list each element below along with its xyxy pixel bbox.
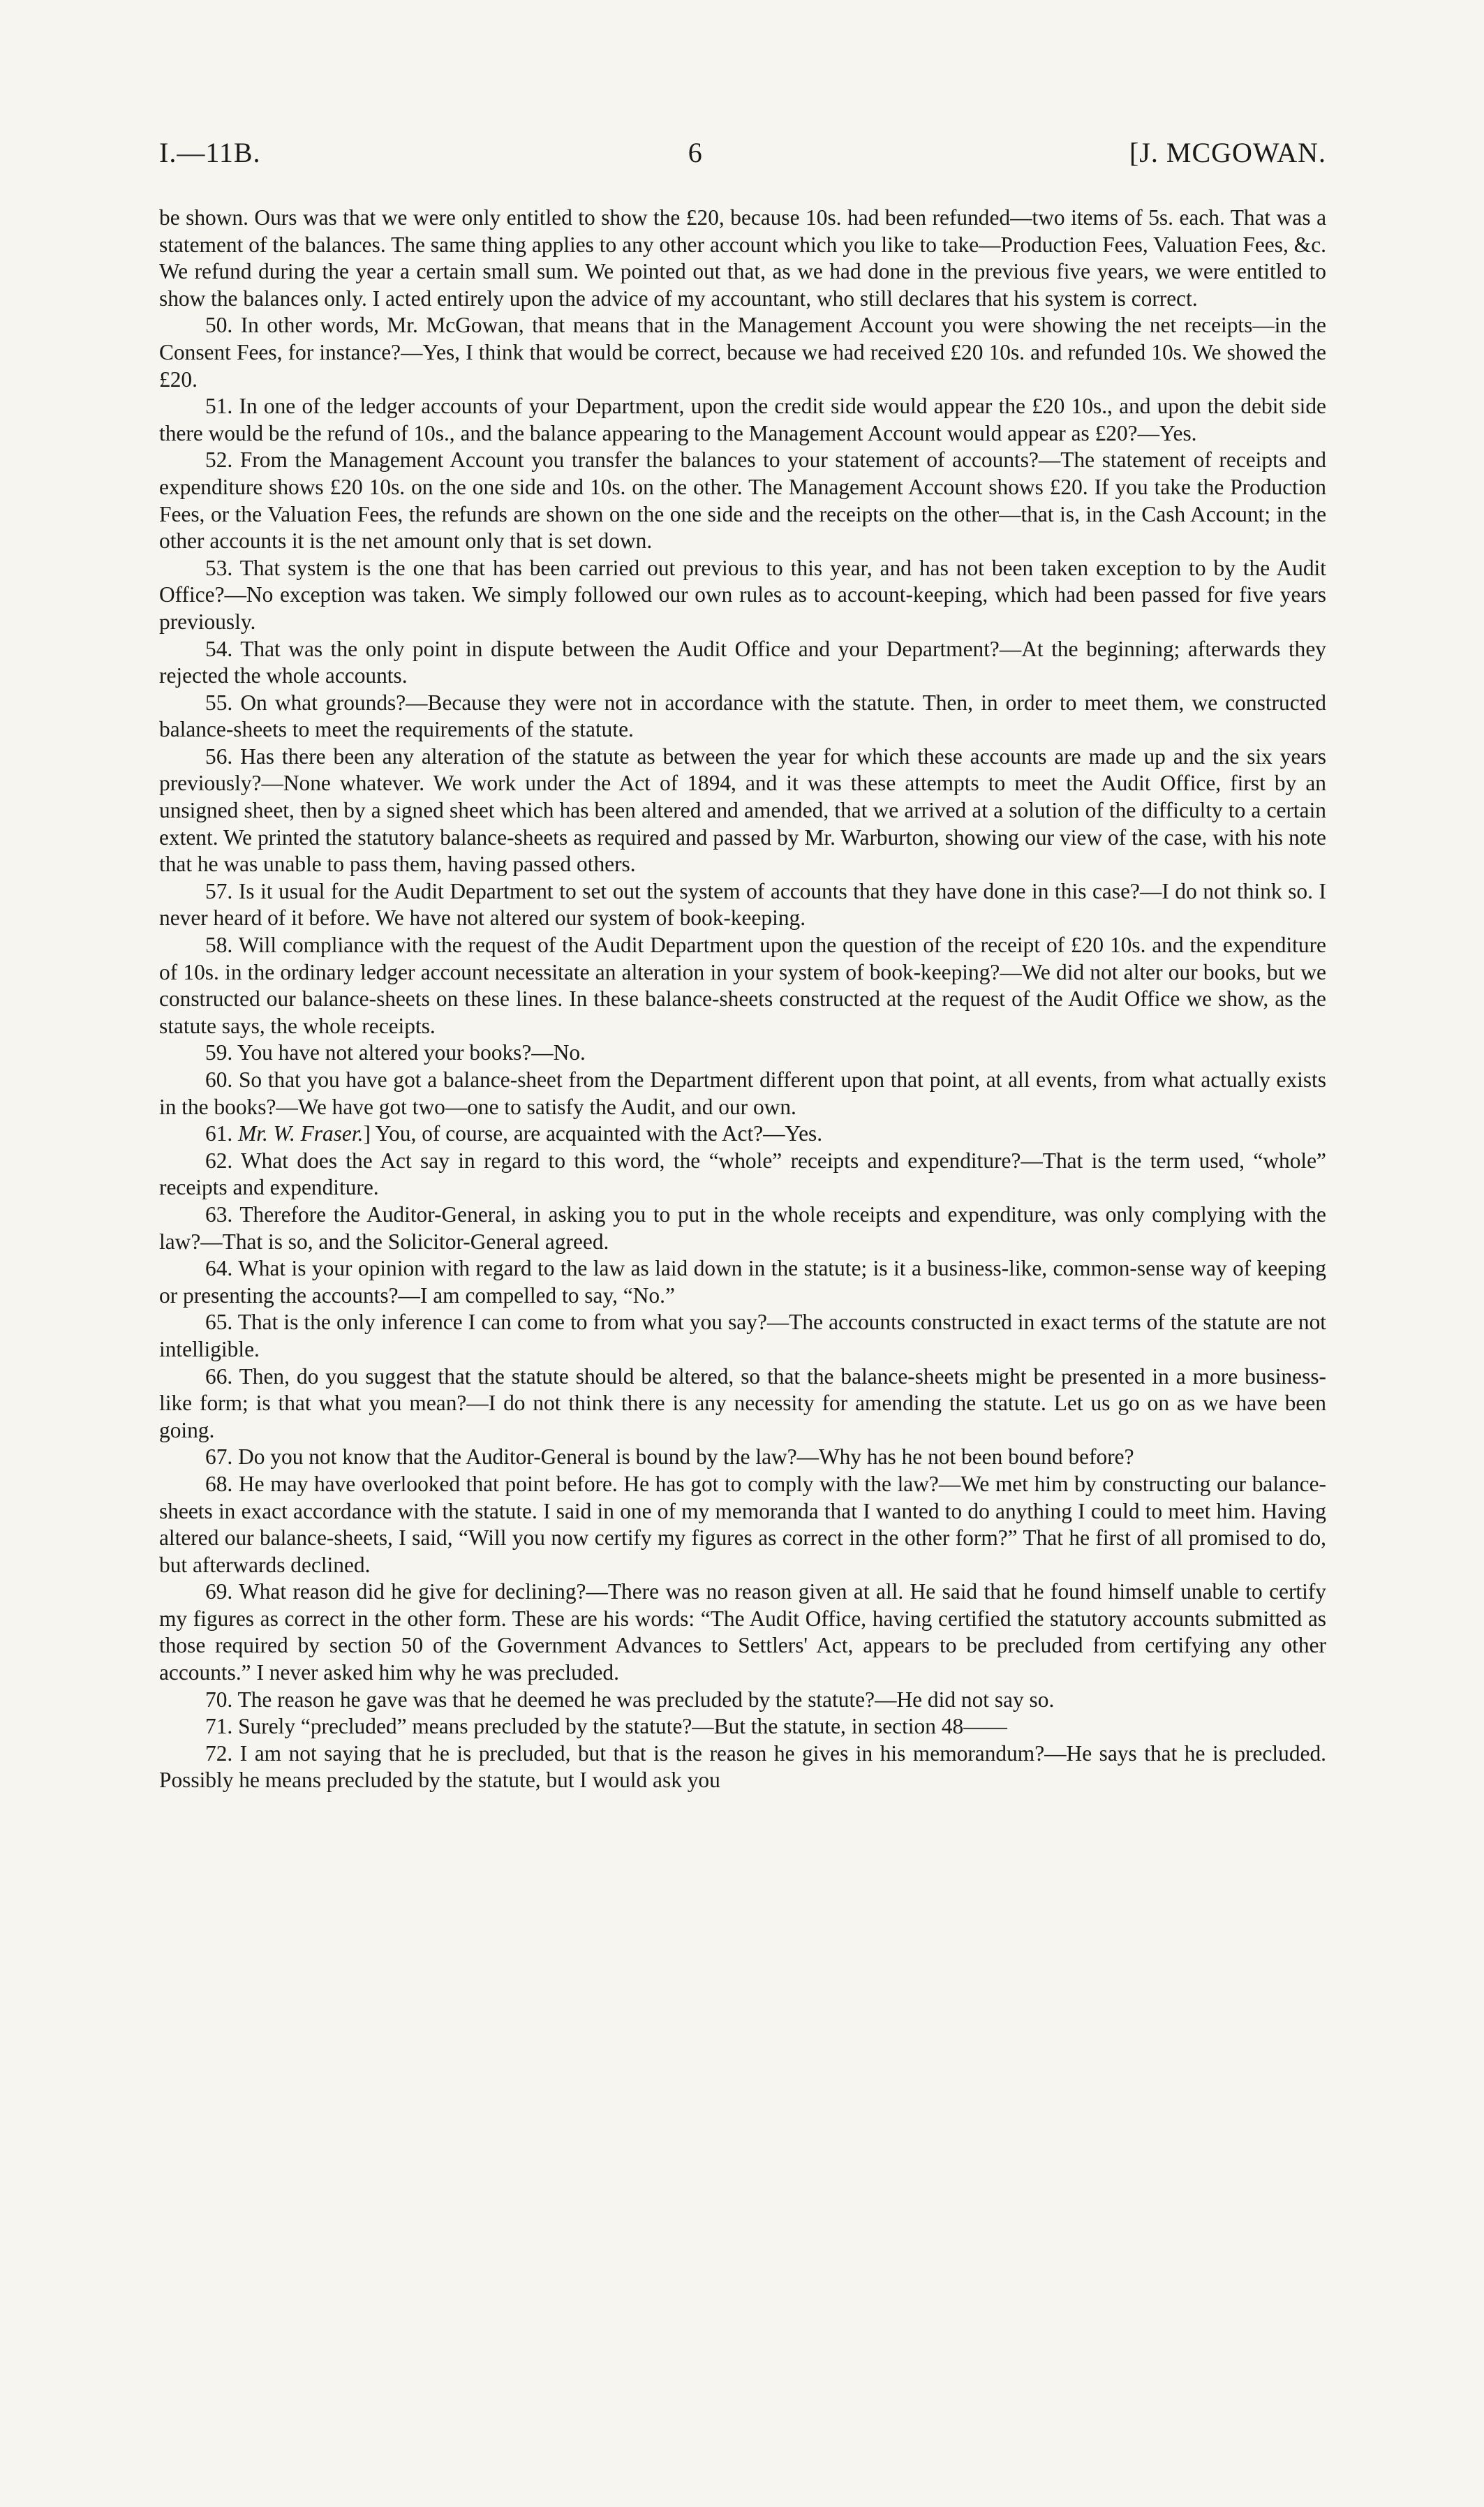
witness-name: [J. MCGOWAN. [1129, 137, 1326, 168]
paragraph-72: 72. I am not saying that he is precluded, but that is the reason he gives in his memorandum?—He says that he is precluded. Possibly he means precluded by the statute, but I would ask you [159, 1740, 1326, 1793]
paragraph-68: 68. He may have overlooked that point before. He has got to comply with the law?—We met him by constructing our balance-sheets in exact accordance with the statute. I said in one of my memoranda that I wanted to do anything I could to meet him. Having altered our balance-sheets, I said, “Will you now certify my figures as correct in the other form?” That he first of all promised to do, but afterwards declined. [159, 1471, 1326, 1577]
paragraph-58: 58. Will compliance with the request of the Audit Department upon the question of the receipt of £20 10s. and the expenditure of 10s. in the ordinary ledger account necessitate an alteration in your system of book-keeping?—We did not alter our books, but we constructed our balance-sheets on these lines. In these balance-sheets constructed at the request of the Audit Office we show, as the statute says, the whole receipts. [159, 933, 1326, 1038]
paragraph-51: 51. In one of the ledger accounts of your Department, upon the credit side would appear the £20 10s., and upon the debit side there would be the refund of 10s., and the balance appearing to the Management Account would appear as £20?—Yes. [159, 394, 1326, 445]
paragraph-55: 55. On what grounds?—Because they were not in accordance with the statute. Then, in order to meet them, we constructed balance-sheets to meet the requirements of the statute. [159, 690, 1326, 742]
page-number: 6 [688, 137, 702, 168]
running-header [159, 136, 1326, 177]
paragraph-67: 67. Do you not know that the Auditor-General is bound by the law?—Why has he not been bound before? [205, 1444, 1134, 1470]
paragraph-69: 69. What reason did he give for declining?—There was no reason given at all. He said that he found himself unable to certify my figures as correct in the other form. These are his words: “The Audit Office, having certified the statutory accounts submitted as those required by section 50 of the Government Advances to Settlers' Act, appears to be precluded from certifying any other accounts.” I never asked him why he was precluded. [159, 1579, 1326, 1685]
paragraph-60: 60. So that you have got a balance-sheet from the Department different upon that point, at all events, from what actually exists in the books?—We have got two—one to satisfy the Audit, and our own. [159, 1067, 1326, 1119]
document-body [159, 205, 1326, 1794]
document-reference: I.—11B. [159, 137, 261, 168]
paragraph-71: 71. Surely “precluded” means precluded by the statute?—But the statute, in section 48—— [205, 1714, 1007, 1739]
paragraph-61: 61. Mr. W. Fraser.] You, of course, are acquainted with the Act?—Yes. [205, 1121, 823, 1146]
paragraph-64: 64. What is your opinion with regard to the law as laid down in the statute; is it a business-like, common-sense way of keeping or presenting the accounts?—I am compelled to say, “No.” [159, 1256, 1326, 1308]
document-page [159, 136, 1326, 1794]
paragraph-59: 59. You have not altered your books?—No. [205, 1040, 586, 1065]
paragraph-57: 57. Is it usual for the Audit Department to set out the system of accounts that they have done in this case?—I do not think so. I never heard of it before. We have not altered our system of book-keeping. [159, 878, 1326, 931]
paragraph-62: 62. What does the Act say in regard to this word, the “whole” receipts and expenditure?—That is the term used, “whole” receipts and expenditure. [159, 1148, 1326, 1200]
paragraph-65: 65. That is the only inference I can come to from what you say?—The accounts constructed in exact terms of the statute are not intelligible. [159, 1310, 1326, 1361]
speaker-name: Mr. W. Fraser. [238, 1121, 364, 1146]
paragraph-63: 63. Therefore the Auditor-General, in asking you to put in the whole receipts and expenditure, was only complying with the law?—That is so, and the Solicitor-General agreed. [159, 1201, 1326, 1254]
paragraph-continued: be shown. Ours was that we were only entitled to show the £20, because 10s. had been refunded—two items of 5s. each. That was a statement of the balances. The same thing applies to any other account which you like to take—Production Fees, Valuation Fees, &c. We refund during the year a certain small sum. We pointed out that, as we had done in the previous five years, we were entitled to show the balances only. I acted entirely upon the advice of my accountant, who still declares that his system is correct. [159, 205, 1326, 311]
paragraph-52: 52. From the Management Account you transfer the balances to your statement of accounts?—The statement of receipts and expenditure shows £20 10s. on the one side and 10s. on the other. The Management Account shows £20. If you take the Production Fees, or the Valuation Fees, the refunds are shown on the one side and the receipts on the other—that is, in the Cash Account; in the other accounts it is the net amount only that is set down. [159, 448, 1326, 554]
paragraph-56: 56. Has there been any alteration of the statute as between the year for which these accounts are made up and the six years previously?—None whatever. We work under the Act of 1894, and it was these attempts to meet the Audit Office, first by an unsigned sheet, then by a signed sheet which has been altered and amended, that we arrived at a solution of the difficulty to a certain extent. We printed the statutory balance-sheets as required and passed by Mr. Warburton, showing our view of the case, with his note that he was unable to pass them, having passed others. [159, 744, 1326, 877]
paragraph-50: 50. In other words, Mr. McGowan, that means that in the Management Account you were showing the net receipts—in the Consent Fees, for instance?—Yes, I think that would be correct, because we had received £20 10s. and refunded 10s. We showed the £20. [159, 313, 1326, 392]
paragraph-54: 54. That was the only point in dispute between the Audit Office and your Department?—At the beginning; afterwards they rejected the whole accounts. [159, 636, 1326, 688]
paragraph-66: 66. Then, do you suggest that the statute should be altered, so that the balance-sheets might be presented in a more business-like form; is that what you mean?—I do not think there is any necessity for amending the statute. Let us go on as we have been going. [159, 1363, 1326, 1442]
paragraph-53: 53. That system is the one that has been carried out previous to this year, and has not been taken exception to by the Audit Office?—No exception was taken. We simply followed our own rules as to account-keeping, which had been passed for five years previously. [159, 555, 1326, 634]
paragraph-70: 70. The reason he gave was that he deemed he was precluded by the statute?—He did not say so. [205, 1687, 1055, 1712]
